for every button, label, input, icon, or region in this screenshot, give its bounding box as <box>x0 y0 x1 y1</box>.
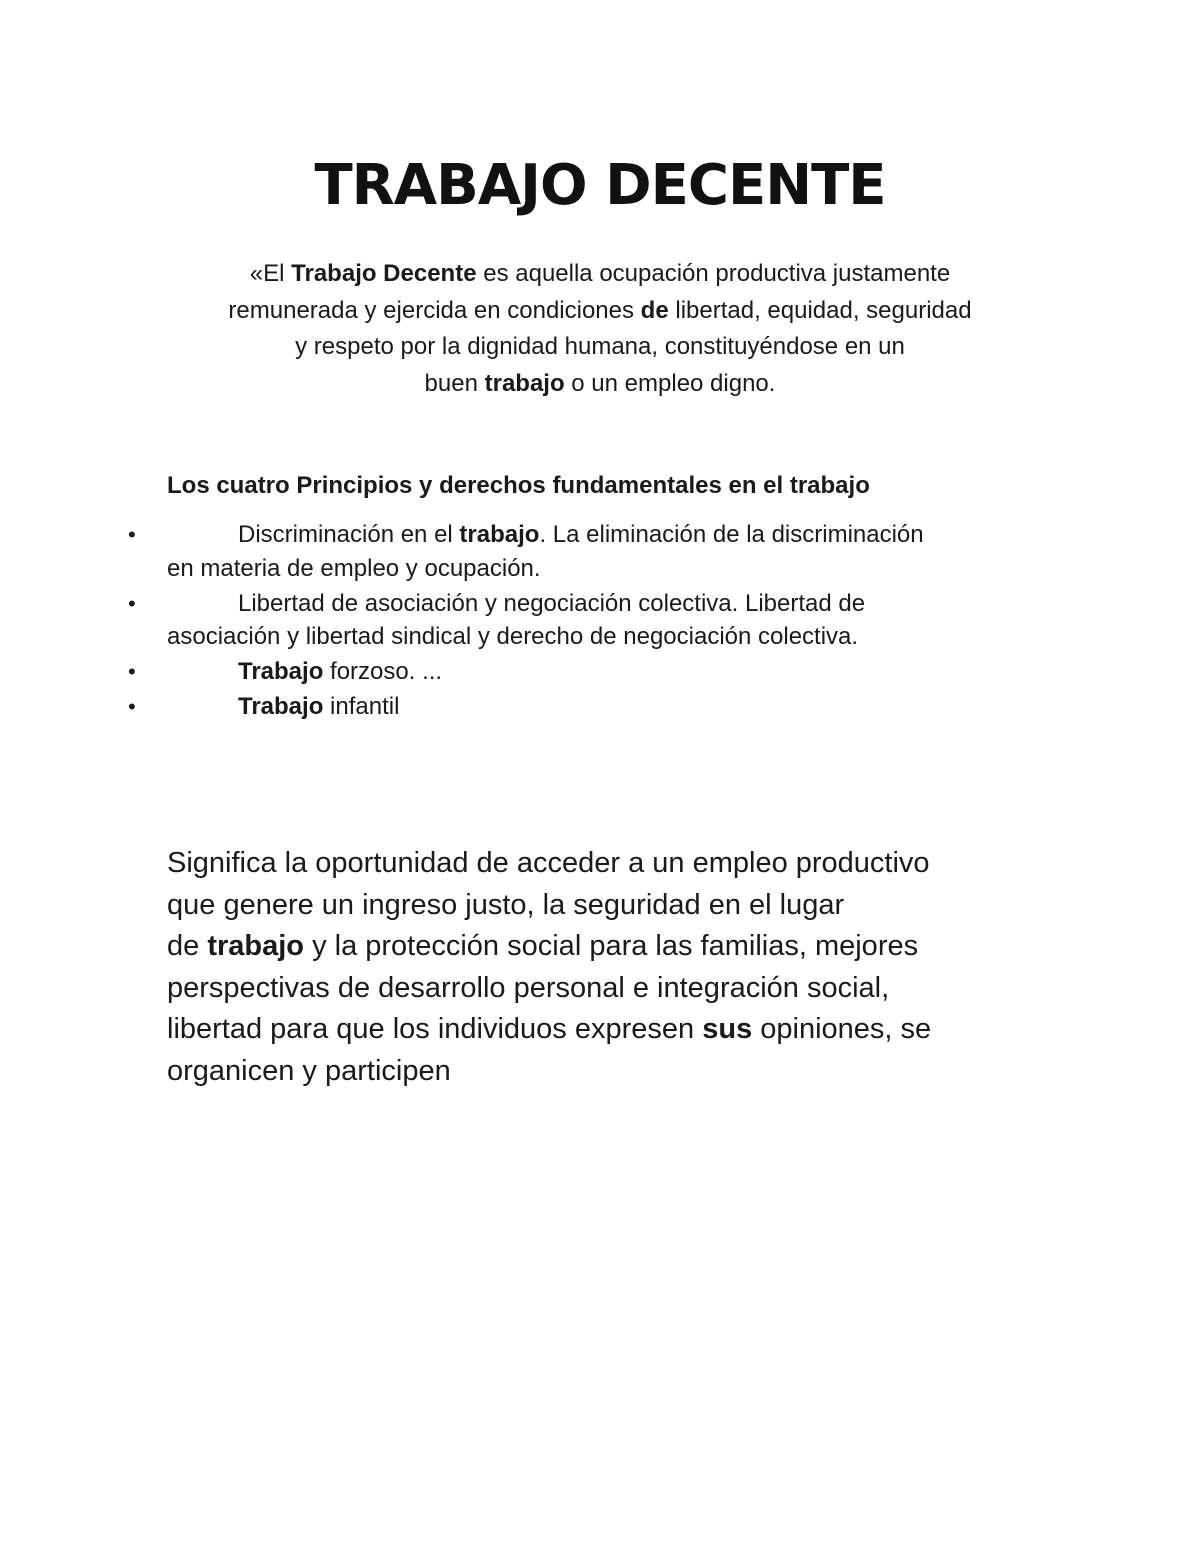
list-item <box>0 518 1200 585</box>
text-span: en materia de empleo y ocupación. <box>167 554 541 582</box>
bold-term: de <box>640 296 669 324</box>
text-span: asociación y libertad sindical y derecho de negociación colectiva. <box>167 623 859 650</box>
list-item <box>0 690 1200 724</box>
text-span: libertad, equidad, seguridad <box>668 296 972 324</box>
text-span: y la protección social para las familias, mejores <box>304 930 919 962</box>
meaning-line-4: perspectivas de desarrollo personal e integración social, <box>167 971 890 1004</box>
definition-line-1 <box>140 256 1060 293</box>
bullet-icon: • <box>128 659 136 684</box>
meaning-paragraph <box>167 843 1067 1092</box>
text-span: o un empleo digno. <box>564 369 776 397</box>
definition-line-2 <box>140 293 1060 330</box>
bold-term: trabajo <box>459 521 540 548</box>
text-span: Discriminación en el <box>238 521 460 548</box>
definition-line-3: y respeto por la dignidad humana, constituyéndose en un <box>295 333 905 360</box>
bullet-icon: • <box>128 590 136 616</box>
principles-heading: Los cuatro Principios y derechos fundamentales en el trabajo <box>167 472 870 499</box>
text-span: buen <box>424 369 485 397</box>
definition-paragraph <box>140 256 1060 402</box>
bold-term: sus <box>702 1013 753 1045</box>
text-span: infantil <box>323 693 400 720</box>
meaning-line-5 <box>167 1009 1067 1051</box>
text-span: libertad para que los individuos expresen <box>167 1013 703 1045</box>
bold-term: Trabajo <box>238 658 324 685</box>
principles-list <box>0 518 1200 725</box>
list-item <box>0 655 1200 689</box>
bold-term: trabajo <box>207 930 305 962</box>
text-span: forzoso. ... <box>323 658 443 685</box>
page-title: TRABAJO DECENTE <box>314 153 886 218</box>
bullet-icon: • <box>128 694 136 719</box>
text-span: «El <box>249 260 292 287</box>
definition-line-4 <box>140 366 1060 403</box>
text-span: remunerada y ejercida en condiciones <box>228 296 641 324</box>
meaning-line-2: que genere un ingreso justo, la seguridad en el lugar <box>167 888 845 921</box>
list-item <box>0 587 1200 654</box>
meaning-line-6: organicen y participen <box>167 1054 451 1087</box>
text-span: Libertad de asociación y negociación colectiva. Libertad de <box>238 589 866 617</box>
bullet-icon: • <box>128 522 136 547</box>
meaning-line-1: Significa la oportunidad de acceder a un empleo productivo <box>167 847 930 879</box>
text-span: . La eliminación de la discriminación <box>539 521 924 548</box>
bold-term: Trabajo Decente <box>291 260 477 287</box>
text-span: de <box>167 930 208 962</box>
text-span: es aquella ocupación productiva justamente <box>476 260 951 287</box>
text-span: opiniones, se <box>752 1013 932 1045</box>
bold-term: Trabajo <box>238 693 324 720</box>
bold-term: trabajo <box>484 369 565 397</box>
meaning-line-3 <box>167 926 1067 968</box>
